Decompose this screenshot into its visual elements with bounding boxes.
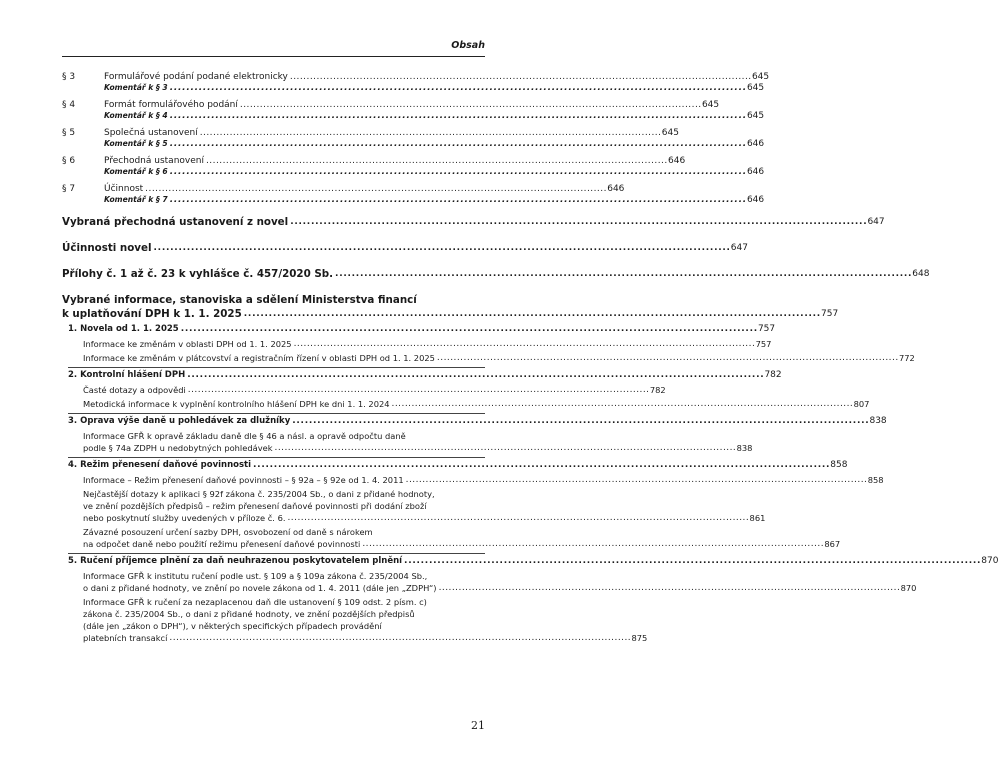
page-ref: 646 bbox=[607, 184, 625, 194]
dot-leader bbox=[435, 352, 899, 364]
document-last-line[interactable] bbox=[83, 338, 772, 350]
comment-title: Komentář k § 6 bbox=[104, 167, 168, 176]
document-title-line: Informace ke změnám v plátcovství a registračním řízení v oblasti DPH od 1. 1. 2025 bbox=[83, 353, 435, 363]
section-divider bbox=[68, 413, 485, 414]
page-ref: 782 bbox=[649, 385, 666, 395]
dot-leader bbox=[179, 323, 758, 336]
page-ref: 870 bbox=[981, 556, 998, 566]
document-last-line[interactable] bbox=[83, 398, 870, 410]
dot-leader bbox=[292, 338, 756, 350]
paragraph-number: § 7 bbox=[62, 184, 76, 194]
document-title-line: Informace ke změnám v oblasti DPH od 1. 1. 2025 bbox=[83, 339, 292, 349]
page-ref: 861 bbox=[749, 513, 766, 523]
document-title-line: Závazné posouzení určení sazby DPH, osvobození od daně s nárokem bbox=[83, 527, 373, 537]
toc-entry-comment[interactable] bbox=[62, 111, 765, 121]
dot-leader bbox=[288, 215, 867, 229]
dot-leader bbox=[167, 632, 631, 644]
document-last-line[interactable] bbox=[83, 352, 915, 364]
toc-entry-document[interactable] bbox=[62, 526, 841, 550]
chapter-title: Přílohy č. 1 až č. 23 k vyhlášce č. 457/2020 Sb. bbox=[62, 268, 334, 280]
page-ref: 646 bbox=[746, 167, 765, 177]
chapter-title-line: k uplatňování DPH k 1. 1. 2025 bbox=[62, 308, 242, 320]
toc-entry-section[interactable] bbox=[62, 369, 782, 382]
dot-leader bbox=[402, 555, 981, 568]
spacer bbox=[62, 205, 485, 215]
dot-leader bbox=[273, 442, 737, 454]
document-title-line: (dále jen „zákon o DPH“), v některých specifických případech provádění bbox=[83, 621, 382, 631]
page-ref: 757 bbox=[757, 324, 776, 334]
toc-entry-document[interactable] bbox=[62, 338, 772, 350]
page-ref: 647 bbox=[730, 243, 748, 253]
page-ref: 646 bbox=[746, 195, 765, 205]
dot-leader bbox=[390, 398, 854, 410]
page-ref: 858 bbox=[830, 460, 848, 470]
spacer bbox=[62, 255, 485, 267]
dot-leader bbox=[168, 83, 747, 93]
dot-leader bbox=[168, 167, 747, 177]
toc-entry-chapter[interactable] bbox=[62, 267, 930, 281]
section-title: 2. Kontrolní hlášení DPH bbox=[68, 370, 186, 380]
comment-title: Komentář k § 3 bbox=[104, 83, 168, 92]
document-title-line: o dani z přidané hodnoty, ve znění po novele zákona od 1. 4. 2011 (dále jen „ZDPH“) bbox=[83, 583, 437, 593]
document-last-line[interactable] bbox=[83, 474, 884, 486]
toc-entry-section[interactable] bbox=[62, 415, 887, 428]
document-title-line: na odpočet daně nebo použití režimu přenesení daňové povinnosti bbox=[83, 539, 361, 549]
page-ref: 646 bbox=[746, 139, 765, 149]
dot-leader bbox=[360, 538, 824, 550]
document-last-line[interactable] bbox=[83, 442, 753, 454]
document-last-line[interactable] bbox=[83, 632, 648, 644]
document-title-line: Informace – Režim přenesení daňové povinnosti – § 92a – § 92e od 1. 4. 2011 bbox=[83, 475, 404, 485]
dot-leader bbox=[152, 241, 731, 255]
running-header bbox=[62, 40, 485, 57]
page-ref: 645 bbox=[746, 111, 765, 121]
toc-entry-chapter[interactable] bbox=[62, 241, 748, 255]
toc-entry-comment[interactable] bbox=[62, 139, 765, 149]
document-last-line[interactable] bbox=[83, 512, 766, 524]
document-title-line: Informace GFŘ k institutu ručení podle ust. § 109 a § 109a zákona č. 235/2004 Sb., bbox=[83, 571, 428, 581]
page-ref: 645 bbox=[661, 128, 679, 138]
page-ref: 645 bbox=[751, 72, 770, 82]
dot-leader bbox=[333, 267, 912, 281]
dot-leader bbox=[143, 183, 607, 195]
page-ref: 645 bbox=[746, 83, 765, 93]
spacer bbox=[62, 229, 485, 241]
paragraph-title: Účinnost bbox=[104, 184, 144, 194]
paragraph-number: § 5 bbox=[62, 128, 76, 138]
dot-leader bbox=[185, 369, 764, 382]
document-title-line: Informace GFŘ k ručení za nezaplacenou daň dle ustanovení § 109 odst. 2 písm. c) bbox=[83, 597, 427, 607]
page-ref: 645 bbox=[701, 100, 720, 110]
toc-entry-document[interactable] bbox=[62, 474, 884, 486]
dot-leader bbox=[285, 512, 749, 524]
toc-entry-comment[interactable] bbox=[62, 195, 765, 205]
header-title: Obsah bbox=[451, 40, 485, 51]
document-title-line: Nejčastější dotazy k aplikaci § 92f zákona č. 235/2004 Sb., o dani z přidané hodnoty, bbox=[83, 489, 435, 499]
dot-leader bbox=[168, 111, 747, 121]
chapter-title: Vybraná přechodná ustanovení z novel bbox=[62, 216, 289, 228]
paragraph-title: Formát formulářového podání bbox=[104, 100, 238, 110]
dot-leader bbox=[198, 127, 662, 139]
page-ref: 838 bbox=[869, 416, 887, 426]
page-ref: 648 bbox=[912, 269, 930, 279]
dot-leader bbox=[168, 195, 747, 205]
page-ref: 858 bbox=[867, 475, 884, 485]
toc-entry-section[interactable] bbox=[62, 459, 848, 472]
dot-leader bbox=[238, 99, 702, 111]
toc-entry-paragraph[interactable] bbox=[62, 183, 625, 195]
comment-title: Komentář k § 4 bbox=[104, 111, 168, 120]
toc-entry-section[interactable] bbox=[62, 555, 998, 568]
page-ref: 757 bbox=[755, 339, 772, 349]
section-divider bbox=[68, 457, 485, 458]
dot-leader bbox=[437, 582, 901, 594]
table-of-contents bbox=[62, 71, 998, 647]
paragraph-number: § 4 bbox=[62, 100, 76, 110]
document-title-line: platebních transakcí bbox=[83, 633, 168, 643]
dot-leader bbox=[168, 139, 747, 149]
chapter-title-line: Vybrané informace, stanoviska a sdělení Ministerstva financí bbox=[62, 294, 417, 306]
comment-title: Komentář k § 5 bbox=[104, 139, 168, 148]
toc-entry-document[interactable] bbox=[62, 570, 917, 594]
document-title-line: podle § 74a ZDPH u nedobytných pohledávek bbox=[83, 443, 273, 453]
document-title-line: nebo poskytnutí služby uvedených v příloze č. 6. bbox=[83, 513, 286, 523]
section-title: 1. Novela od 1. 1. 2025 bbox=[68, 324, 179, 334]
toc-entry-document[interactable] bbox=[62, 398, 870, 410]
section-title: 4. Režim přenesení daňové povinnosti bbox=[68, 460, 252, 470]
toc-entry-section[interactable] bbox=[62, 323, 776, 336]
chapter-title: Účinnosti novel bbox=[62, 242, 152, 254]
page-ref: 838 bbox=[736, 443, 753, 453]
document-title-line: Metodická informace k vyplnění kontrolního hlášení DPH ke dni 1. 1. 2024 bbox=[83, 399, 390, 409]
page-ref: 772 bbox=[898, 353, 915, 363]
section-title: 3. Oprava výše daně u pohledávek za dlužníky bbox=[68, 416, 291, 426]
section-divider bbox=[68, 553, 485, 554]
toc-entry-paragraph[interactable] bbox=[62, 127, 679, 139]
dot-leader bbox=[242, 307, 821, 321]
page-ref: 757 bbox=[821, 309, 839, 319]
dot-leader bbox=[251, 459, 830, 472]
document-title-line: Časté dotazy a odpovědi bbox=[83, 385, 186, 395]
paragraph-number: § 6 bbox=[62, 156, 76, 166]
page-ref: 646 bbox=[668, 156, 686, 166]
document-last-line[interactable] bbox=[83, 538, 841, 550]
dot-leader bbox=[186, 384, 650, 396]
toc-entry-paragraph[interactable] bbox=[62, 71, 770, 83]
page-ref: 867 bbox=[824, 539, 841, 549]
page-ref: 875 bbox=[631, 633, 648, 643]
page-ref: 647 bbox=[867, 217, 885, 227]
document-title-line: Informace GFŘ k opravě základu daně dle § 46 a násl. a opravě odpočtu daně bbox=[83, 431, 406, 441]
paragraph-title: Společná ustanovení bbox=[104, 128, 198, 138]
toc-entry-document[interactable] bbox=[62, 384, 666, 396]
dot-leader bbox=[290, 415, 869, 428]
spacer bbox=[62, 281, 485, 293]
spacer bbox=[62, 644, 485, 647]
document-title-line: zákona č. 235/2004 Sb., o dani z přidané hodnoty, ve znění pozdějších předpisů bbox=[83, 609, 415, 619]
toc-entry-paragraph[interactable] bbox=[62, 155, 686, 167]
page-ref: 782 bbox=[764, 370, 782, 380]
comment-title: Komentář k § 7 bbox=[104, 195, 168, 204]
toc-entry-document[interactable] bbox=[62, 352, 915, 364]
toc-entry-comment[interactable] bbox=[62, 167, 765, 177]
paragraph-number: § 3 bbox=[62, 72, 76, 82]
document-last-line[interactable] bbox=[83, 384, 666, 396]
paragraph-title: Přechodná ustanovení bbox=[104, 156, 204, 166]
section-divider bbox=[68, 367, 485, 368]
toc-entry-chapter[interactable] bbox=[62, 307, 839, 321]
dot-leader bbox=[204, 155, 668, 167]
toc-entry-comment[interactable] bbox=[62, 83, 765, 93]
toc-entry-paragraph[interactable] bbox=[62, 99, 720, 111]
document-title-line: ve znění pozdějších předpisů – režim přenesení daňové povinnosti při dodání zboží bbox=[83, 501, 427, 511]
page-ref: 870 bbox=[900, 583, 917, 593]
page-ref: 807 bbox=[853, 399, 870, 409]
dot-leader bbox=[404, 474, 868, 486]
document-last-line[interactable] bbox=[83, 582, 917, 594]
dot-leader bbox=[288, 71, 752, 83]
toc-entry-document[interactable] bbox=[62, 488, 766, 524]
toc-entry-chapter[interactable] bbox=[62, 215, 885, 229]
section-title: 5. Ručení příjemce plnění za daň neuhrazenou poskytovatelem plnění bbox=[68, 556, 403, 566]
paragraph-title: Formulářové podání podané elektronicky bbox=[104, 72, 288, 82]
page-number: 21 bbox=[471, 719, 485, 732]
toc-entry-document[interactable] bbox=[62, 430, 753, 454]
toc-entry-document[interactable] bbox=[62, 596, 648, 644]
